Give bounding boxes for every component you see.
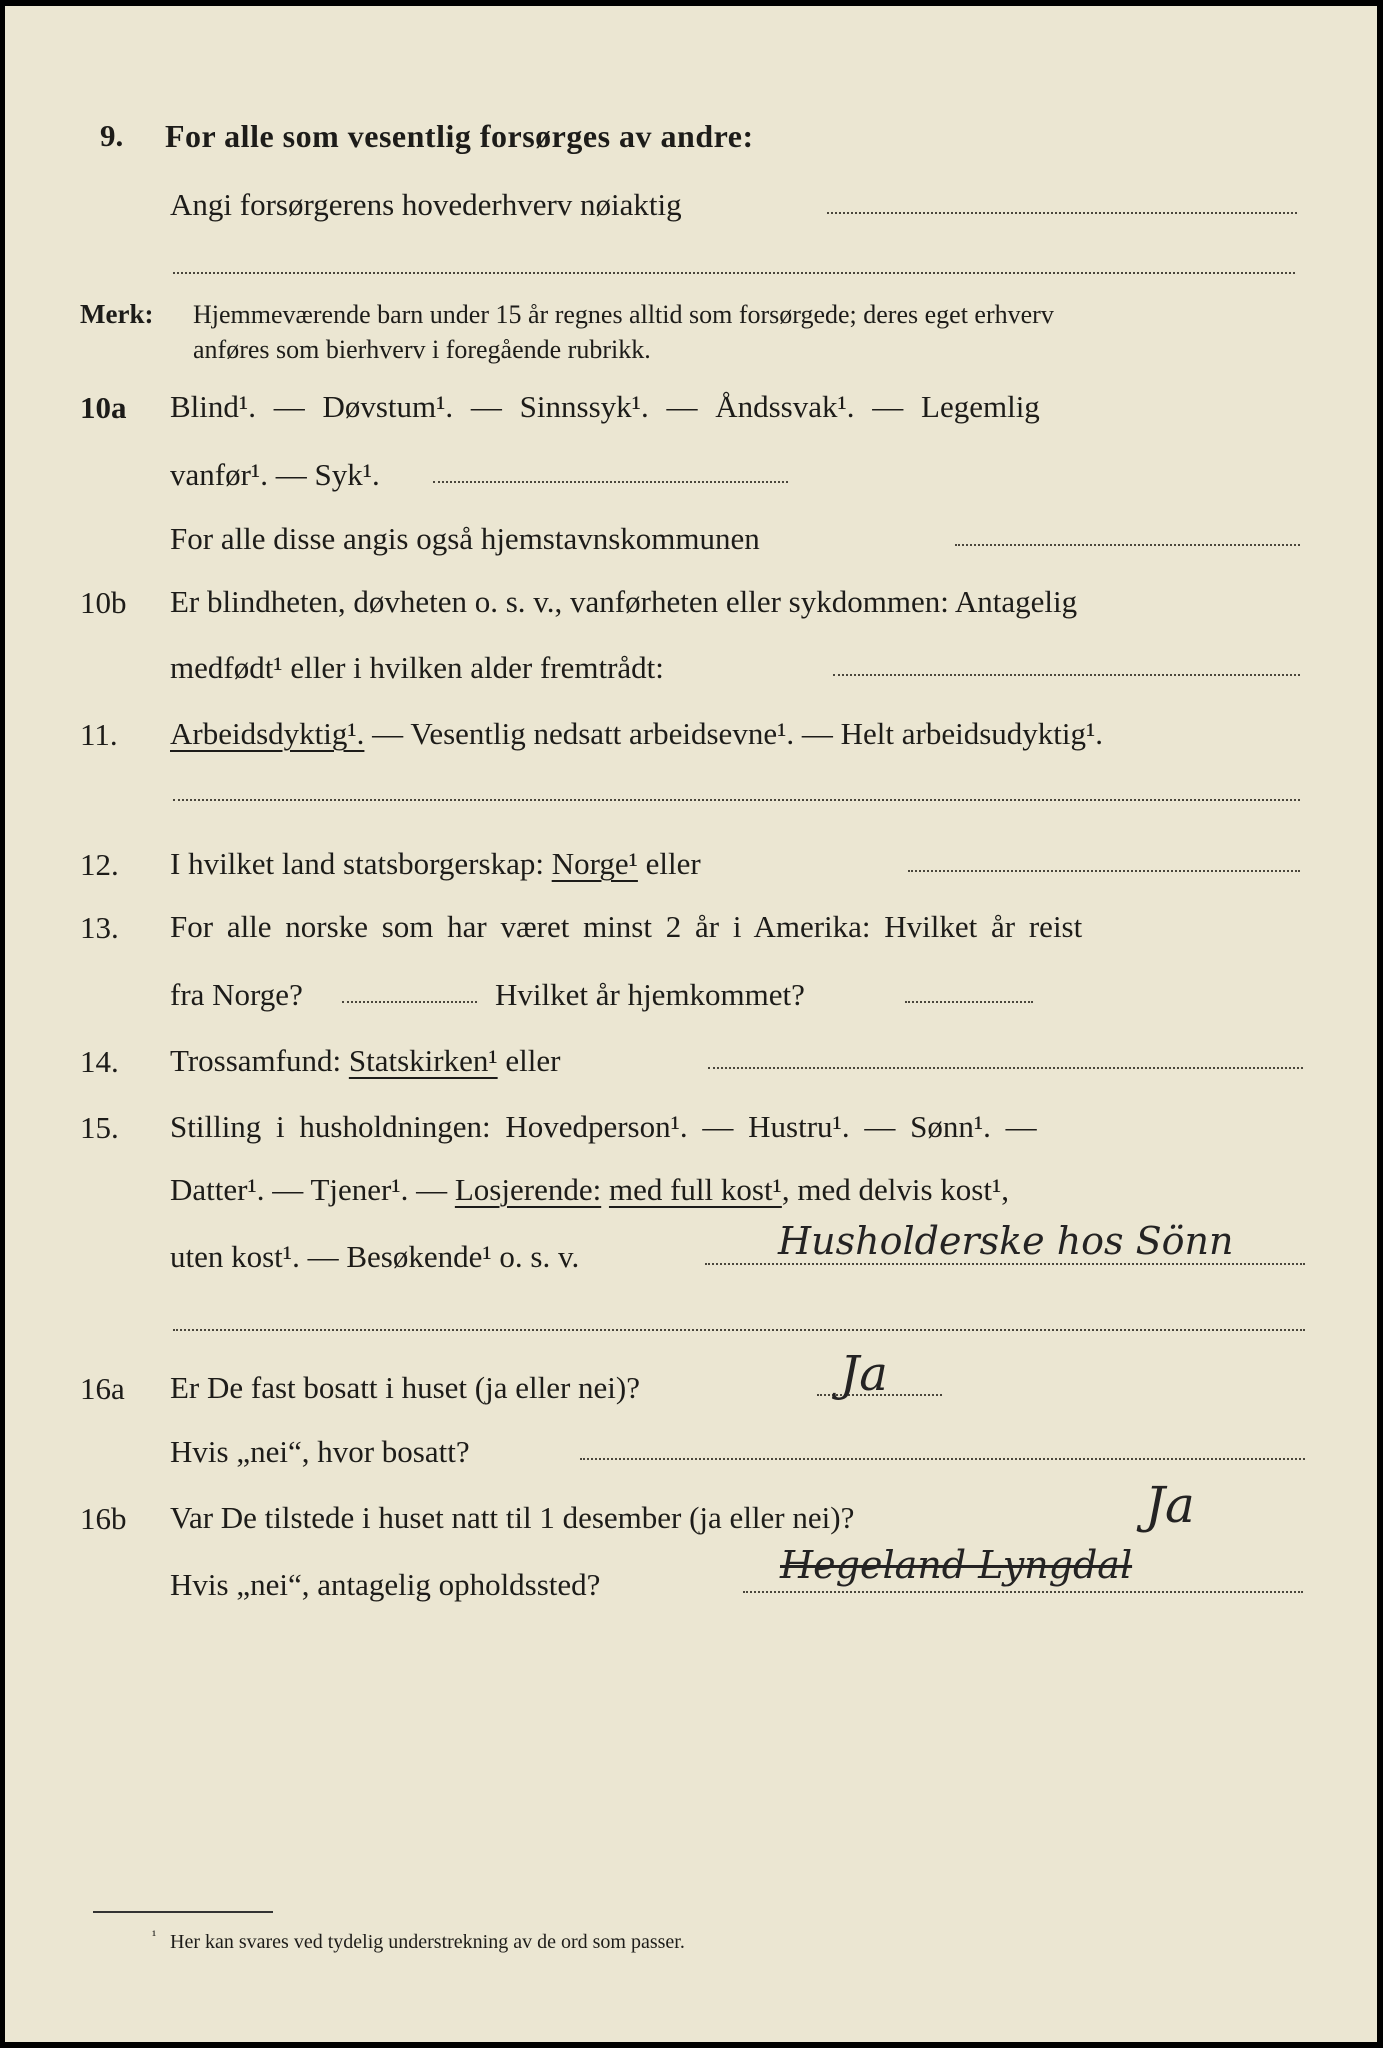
q14-suffix: eller — [497, 1043, 561, 1078]
q16b-struck-handwritten-answer: Hegeland Lyngdal — [780, 1543, 1133, 1587]
q16b-line-2: Hvis „nei“, antagelig opholdssted? — [170, 1567, 601, 1602]
q15-line-3: uten kost¹. — Besøkende¹ o. s. v. — [170, 1239, 580, 1274]
footnote-rule — [93, 1911, 273, 1913]
q11-number: 11. — [80, 717, 118, 752]
q14-answer-line — [708, 1067, 1303, 1069]
q15-line-2-part-a: Datter¹. — Tjener¹. — — [170, 1172, 455, 1207]
q10a-number: 10a — [80, 390, 127, 425]
q15-line-1: Stilling i husholdningen: Hovedperson¹. — Hustru¹. — Sønn¹. — — [170, 1109, 1037, 1144]
q14-text — [170, 1045, 560, 1076]
q13-line-2b: Hvilket år hjemkommet? — [495, 977, 805, 1012]
q11-answer-line — [173, 799, 1300, 801]
q9-answer-line-2 — [173, 272, 1295, 274]
q10a-line-2: vanfør¹. — Syk¹. — [170, 457, 380, 492]
q10a-home-municipality-line — [955, 544, 1300, 546]
footnote-mark: ¹ — [152, 1929, 157, 1944]
q13-number: 13. — [80, 910, 119, 945]
q13-line-2a: fra Norge? — [170, 977, 303, 1012]
q9-number: 9. — [100, 118, 124, 153]
q10b-line-2: medfødt¹ eller i hvilken alder fremtrådt: — [170, 650, 664, 685]
q10b-answer-line — [833, 674, 1300, 676]
q13-departure-year-line — [342, 1001, 477, 1003]
q11-option-rest: — Vesentlig nedsatt arbeidsevne¹. — Helt arbeidsudyktig¹. — [364, 716, 1104, 751]
q16b-number: 16b — [80, 1501, 127, 1536]
q9-answer-line — [827, 212, 1297, 214]
q11-option-arbeidsdyktig: Arbeidsdyktig¹. — [170, 716, 365, 751]
q16a-line-2: Hvis „nei“, hvor bosatt? — [170, 1434, 470, 1469]
q14-option-statskirken: Statskirken¹ — [348, 1043, 498, 1078]
q10a-line-1: Blind¹. — Døvstum¹. — Sinnssyk¹. — Åndssvak¹. — Legemlig — [170, 389, 1040, 424]
q15-line-2 — [170, 1174, 1009, 1205]
q15-option-full-kost: med full kost¹ — [608, 1172, 782, 1207]
q15-answer-line-2 — [173, 1329, 1305, 1331]
q9-heading: For alle som vesentlig forsørges av andre: — [165, 118, 754, 154]
q14-prefix: Trossamfund: — [170, 1043, 349, 1078]
q10a-line-3: For alle disse angis også hjemstavnskommunen — [170, 521, 760, 556]
q12-text — [170, 848, 701, 879]
footnote-text: Her kan svares ved tydelig understrekning av de ord som passer. — [170, 1931, 685, 1953]
merk-line-2: anføres som bierhverv i foregående rubrikk. — [193, 335, 651, 364]
q12-answer-line — [908, 870, 1300, 872]
q13-return-year-line — [905, 1001, 1033, 1003]
q15-handwritten-answer: Husholderske hos Sönn — [778, 1219, 1234, 1263]
q16a-number: 16a — [80, 1371, 125, 1406]
q15-line-2-part-e: , med delvis kost¹, — [781, 1172, 1010, 1207]
q14-number: 14. — [80, 1044, 119, 1079]
q10b-number: 10b — [80, 585, 127, 620]
merk-line-1: Hjemmeværende barn under 15 år regnes alltid som forsørgede; deres eget erhverv — [193, 300, 1054, 329]
q9-prompt: Angi forsørgerens hovederhverv nøiaktig — [170, 187, 682, 222]
q10a-sick-answer-line — [433, 481, 788, 483]
q11-options — [170, 718, 1103, 749]
q12-option-norge: Norge¹ — [551, 846, 638, 881]
q15-answer-line — [705, 1263, 1305, 1265]
q12-prefix: I hvilket land statsborgerskap: — [170, 846, 552, 881]
q12-number: 12. — [80, 847, 119, 882]
q15-line-2-gap — [601, 1172, 609, 1207]
q10b-line-1: Er blindheten, døvheten o. s. v., vanførheten eller sykdommen: Antagelig — [170, 584, 1078, 619]
q16a-residence-line — [580, 1458, 1305, 1460]
q16b-line-1: Var De tilstede i huset natt til 1 desember (ja eller nei)? — [170, 1500, 855, 1535]
q16b-handwritten-answer: Ja — [1145, 1476, 1195, 1534]
q16a-line-1: Er De fast bosatt i huset (ja eller nei)? — [170, 1370, 640, 1405]
q15-number: 15. — [80, 1110, 119, 1145]
q15-option-losjerende: Losjerende: — [454, 1172, 602, 1207]
q12-suffix: eller — [637, 846, 701, 881]
q13-line-1: For alle norske som har været minst 2 år i Amerika: Hvilket år reist — [170, 909, 1083, 944]
q16b-whereabouts-line — [743, 1591, 1303, 1593]
census-form-page — [5, 6, 1377, 2042]
q16a-handwritten-answer: Ja — [840, 1346, 888, 1402]
merk-label: Merk: — [80, 299, 154, 329]
